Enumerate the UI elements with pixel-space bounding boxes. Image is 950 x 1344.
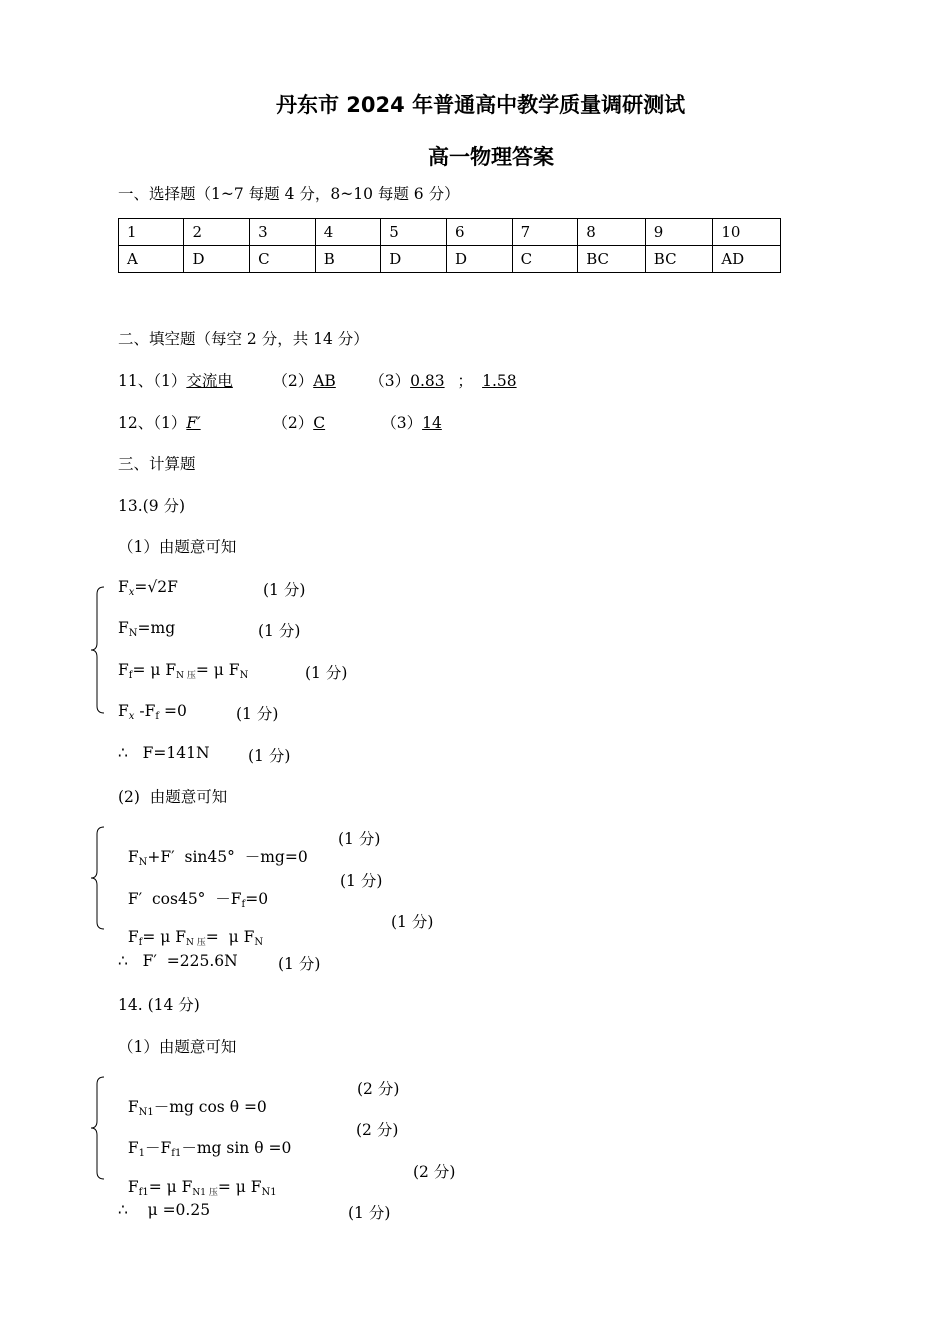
q14-eq3-score: (2 分) [413,1163,456,1181]
answer-table [118,218,781,273]
table-cell: 8 [578,219,646,246]
q14-result-1-score: (1 分) [348,1204,391,1222]
q13-eq2-score: (1 分) [258,622,301,640]
table-cell: 5 [381,219,447,246]
table-cell: D [446,246,512,273]
q13-result-2: ∴ F′ =225.6N [118,952,238,970]
q14-result-1: ∴ μ =0.25 [118,1201,211,1219]
q11-answer-1: 交流电 [186,372,233,390]
q12-answer-3: 14 [422,414,442,432]
q13-eq5: $F_N+F'$ sin45° －mg=0 [127,848,308,868]
section-3-heading: 三、计算题 [118,455,196,473]
table-cell: D [381,246,447,273]
q11-label: 11、（1） [118,372,187,390]
table-cell: D [184,246,250,273]
q11-line [118,369,517,391]
q14-header: 14. (14 分) [118,996,200,1014]
q13-result-1-score: (1 分) [248,747,291,765]
section-1-heading: 一、选择题（1~7 每题 4 分，8~10 每题 6 分） [118,185,460,203]
q13-eq1: $F_x=√2F$ [118,578,178,598]
q14-eq1: $F_{N1}-mg$ cos θ =0 [127,1098,267,1118]
q13-brace-2 [90,825,106,931]
table-row-numbers [119,219,781,246]
q13-eq6: F′ $\cos 45^\circ -F_f=0$ [127,890,269,910]
q13-eq6-score: (1 分) [340,872,383,890]
q13-eq4-score: (1 分) [236,705,279,723]
q13-result-2-score: (1 分) [278,955,321,973]
table-cell: 9 [645,219,713,246]
q14-eq3: $F_{f1}= \mu$ $F_{N1 压}= \mu$ $F_{N1}$ [127,1178,277,1198]
q12-answer-2: C [313,414,326,432]
table-cell: 10 [713,219,781,246]
q13-eq3-score: (1 分) [305,664,348,682]
table-cell: 4 [315,219,381,246]
table-cell: 3 [250,219,316,246]
table-cell: 6 [446,219,512,246]
q14-eq2: $F_1-F_{f1}-mg$ sin θ =0 [127,1139,292,1159]
q11-answer-2: AB [313,372,336,390]
q13-part2-intro: (2) 由题意可知 [118,788,228,806]
table-cell: AD [713,246,781,273]
q12-line [118,411,448,433]
q14-eq1-score: (2 分) [357,1080,400,1098]
page-title: 丹东市 2024 年普通高中教学质量调研测试 [276,93,686,117]
q11-separator: ； [457,372,473,390]
q13-brace-1 [90,585,106,715]
table-cell: C [512,246,578,273]
q14-brace-1 [90,1075,106,1181]
table-cell: 1 [119,219,184,246]
section-2-heading: 二、填空题（每空 2 分，共 14 分） [118,330,369,348]
table-cell: 2 [184,219,250,246]
q13-eq1-score: (1 分) [263,581,306,599]
q13-part1-intro: （1）由题意可知 [118,538,237,556]
table-cell: BC [578,246,646,273]
q12-answer-1: F′ [186,414,201,432]
q12-prefix-3: （3） [381,414,423,432]
q13-header: 13.(9 分) [118,497,186,515]
table-row-answers [119,246,781,273]
q13-eq5-score: (1 分) [338,830,381,848]
q11-prefix-2: （2） [272,372,314,390]
q13-eq2: $F_N=mg$ [118,619,176,639]
table-cell: B [315,246,381,273]
table-cell: C [250,246,316,273]
table-cell: 7 [512,219,578,246]
q12-label: 12、（1） [118,414,187,432]
q11-answer-4: 1.58 [482,372,517,390]
q11-prefix-3: （3） [369,372,411,390]
q14-eq2-score: (2 分) [356,1121,399,1139]
q13-eq3: $F_f= \mu$ $F_{N 压}= \mu$ $F_N$ [118,661,249,681]
q13-result-1: ∴ F=141N [118,744,210,762]
q13-eq7-score: (1 分) [391,913,434,931]
page-subtitle: 高一物理答案 [428,145,554,169]
q14-part1-intro: （1）由题意可知 [118,1038,237,1056]
table-cell: BC [645,246,713,273]
q13-eq7: $F_f= \mu$ $F_{N 压}= \mu$ $F_N$ [127,928,264,948]
q11-answer-3: 0.83 [410,372,445,390]
table-cell: A [119,246,184,273]
q13-eq4: $F_x$ $-F_f =0$ [118,702,187,722]
q12-prefix-2: （2） [272,414,314,432]
